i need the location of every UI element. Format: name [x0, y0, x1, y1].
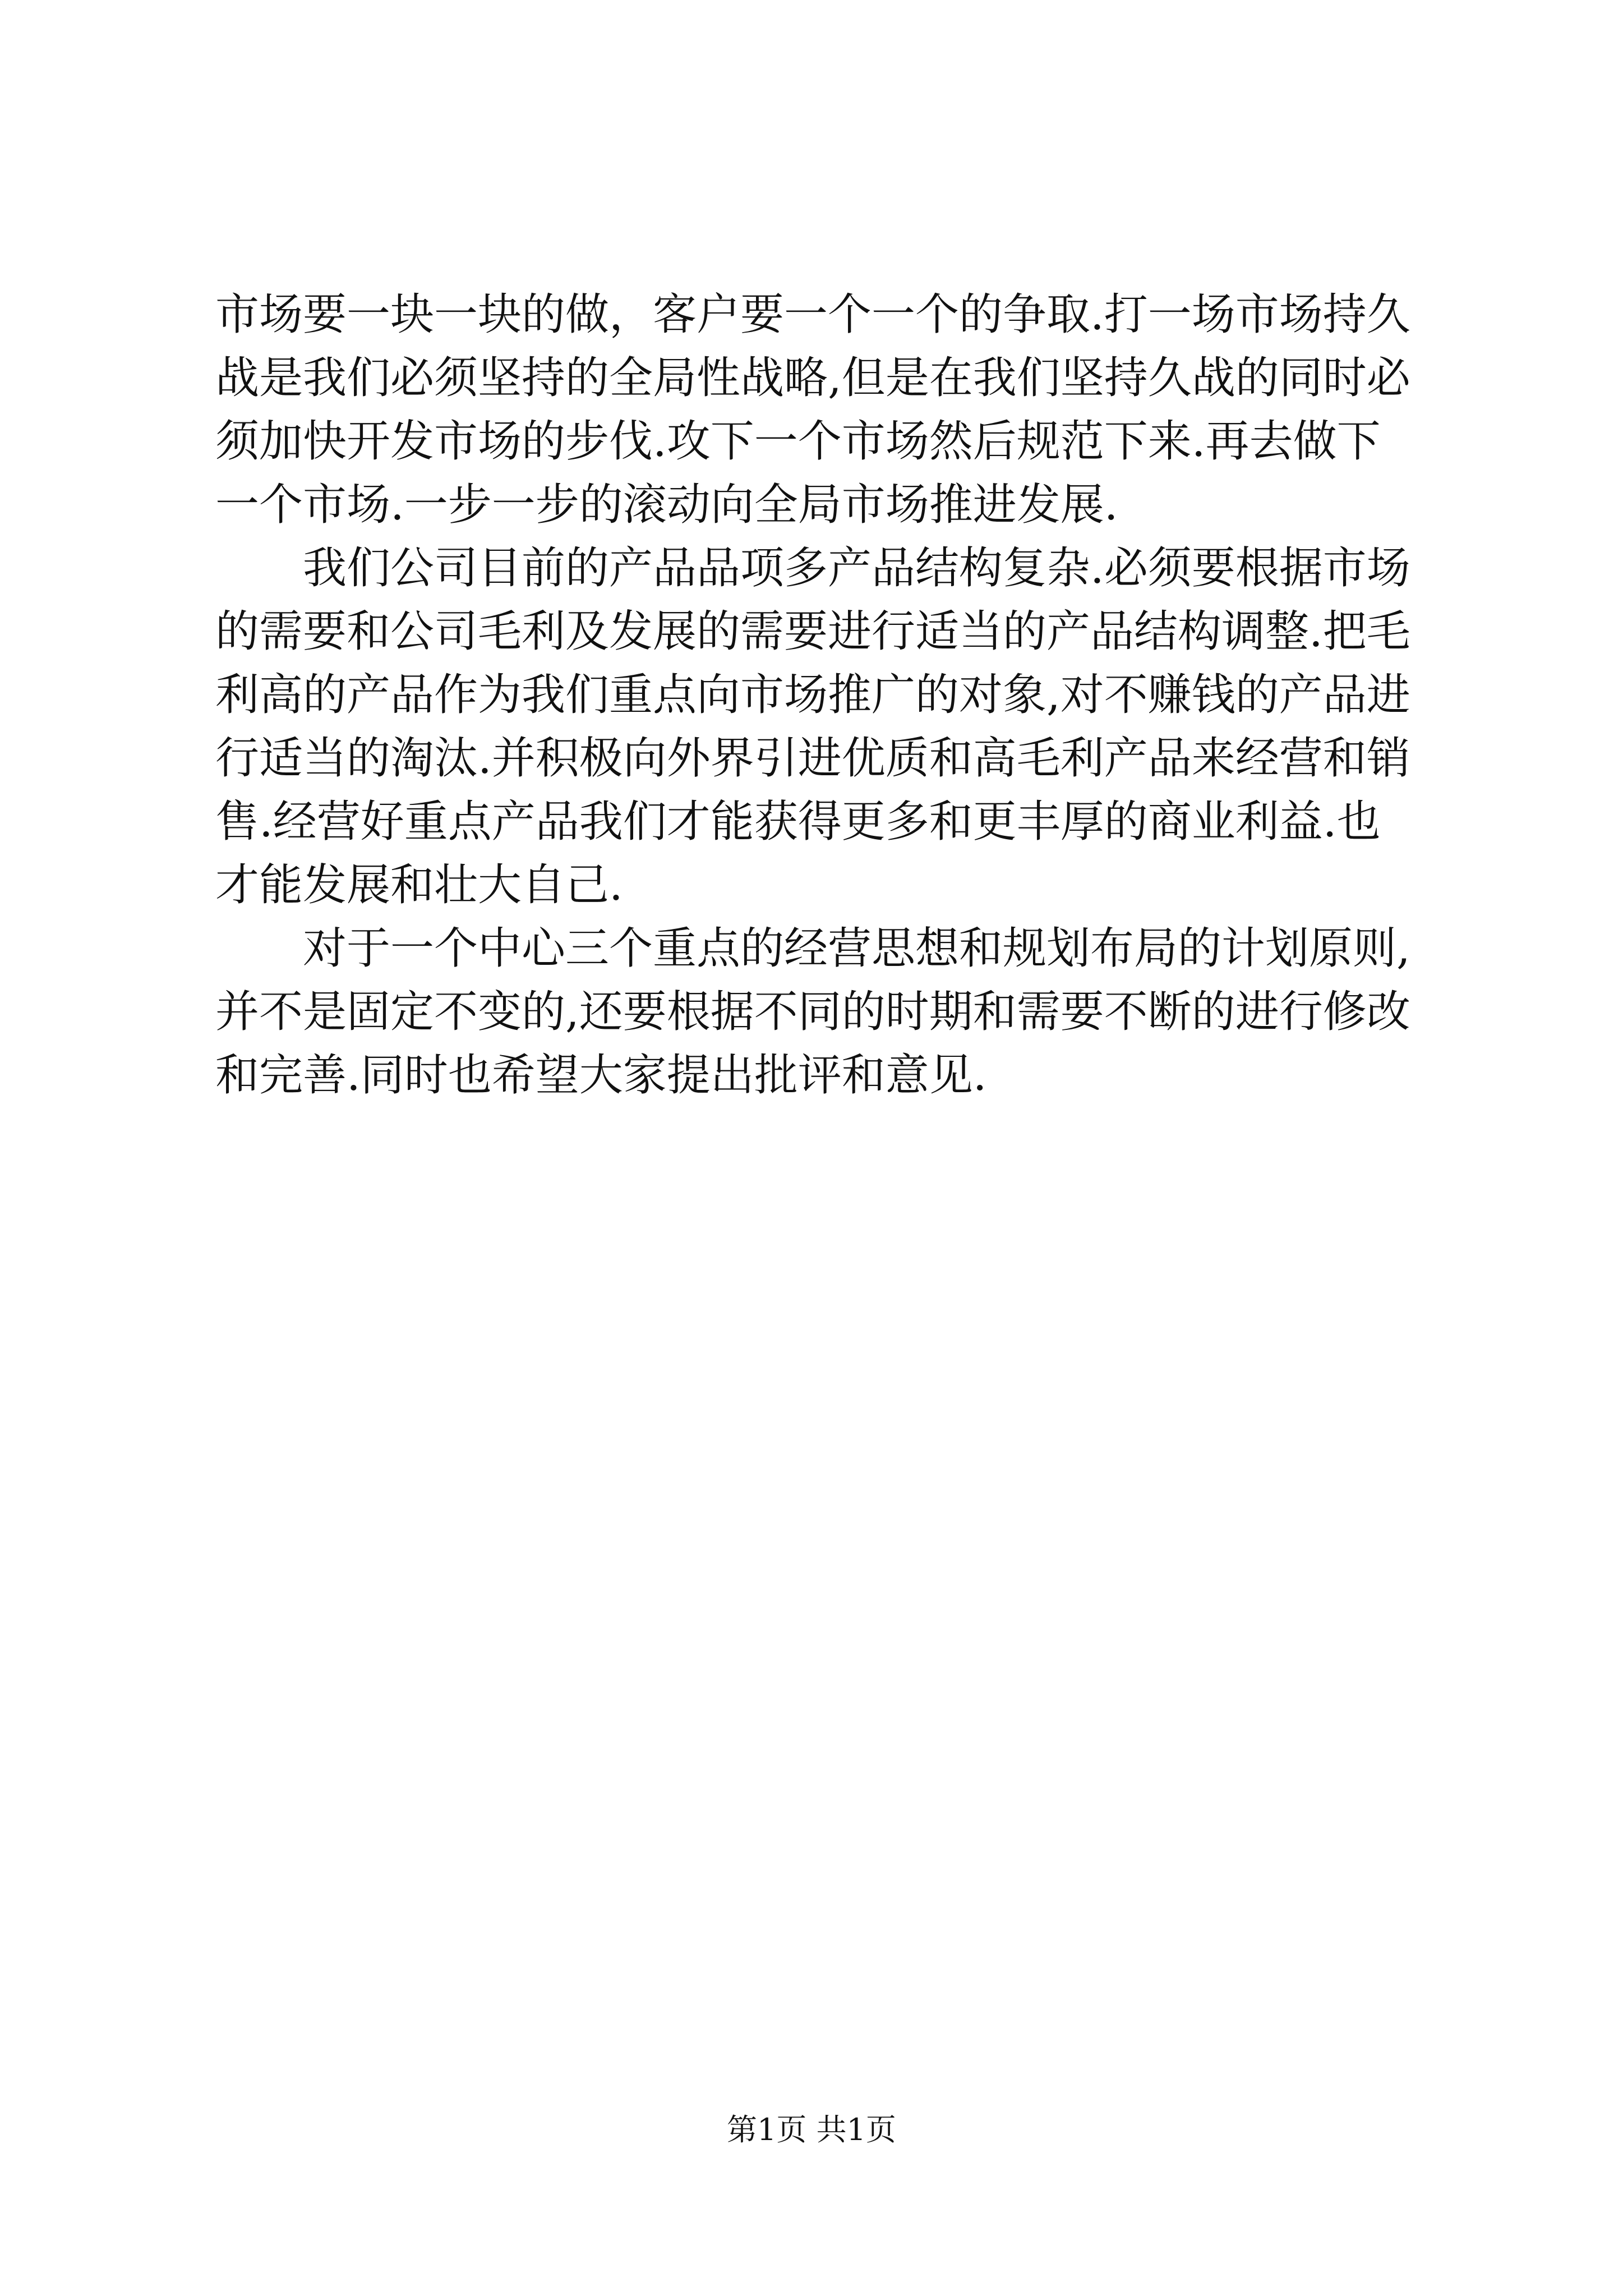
- paragraph-2: [215, 537, 1438, 917]
- paragraph-1: [215, 283, 1438, 537]
- text-line: 须加快开发市场的步伐.攻下一个市场然后规范下来.再去做下: [215, 416, 1381, 467]
- text-line: 和完善.同时也希望大家提出批评和意见.: [215, 1050, 987, 1101]
- text-line: 才能发展和壮大自己.: [215, 860, 623, 910]
- page-number-footer: 第1页 共1页: [727, 2112, 896, 2147]
- text-line: 一个市场.一步一步的滚动向全局市场推进发展.: [215, 480, 1118, 530]
- text-line: 行适当的淘汰.并积极向外界引进优质和高毛利产品来经营和销: [215, 733, 1410, 784]
- text-line: 利高的产品作为我们重点向市场推广的对象,对不赚钱的产品进: [215, 670, 1410, 720]
- text-line: 对于一个中心三个重点的经营思想和规划布局的计划原则,: [303, 923, 1410, 974]
- text-line: 战是我们必须坚持的全局性战略,但是在我们坚持久战的同时必: [215, 353, 1410, 403]
- paragraph-3: [215, 917, 1438, 1107]
- text-line: 售.经营好重点产品我们才能获得更多和更丰厚的商业利益.也: [215, 797, 1381, 847]
- text-line: 市场要一块一块的做，客户要一个一个的争取.打一场市场持久: [215, 289, 1410, 340]
- text-line: 并不是固定不变的,还要根据不同的时期和需要不断的进行修改: [215, 987, 1410, 1037]
- text-line: 我们公司目前的产品品项多产品结构复杂.必须要根据市场: [303, 543, 1410, 593]
- document-body: [215, 283, 1438, 1107]
- text-line: 的需要和公司毛利及发展的需要进行适当的产品结构调整.把毛: [215, 606, 1410, 657]
